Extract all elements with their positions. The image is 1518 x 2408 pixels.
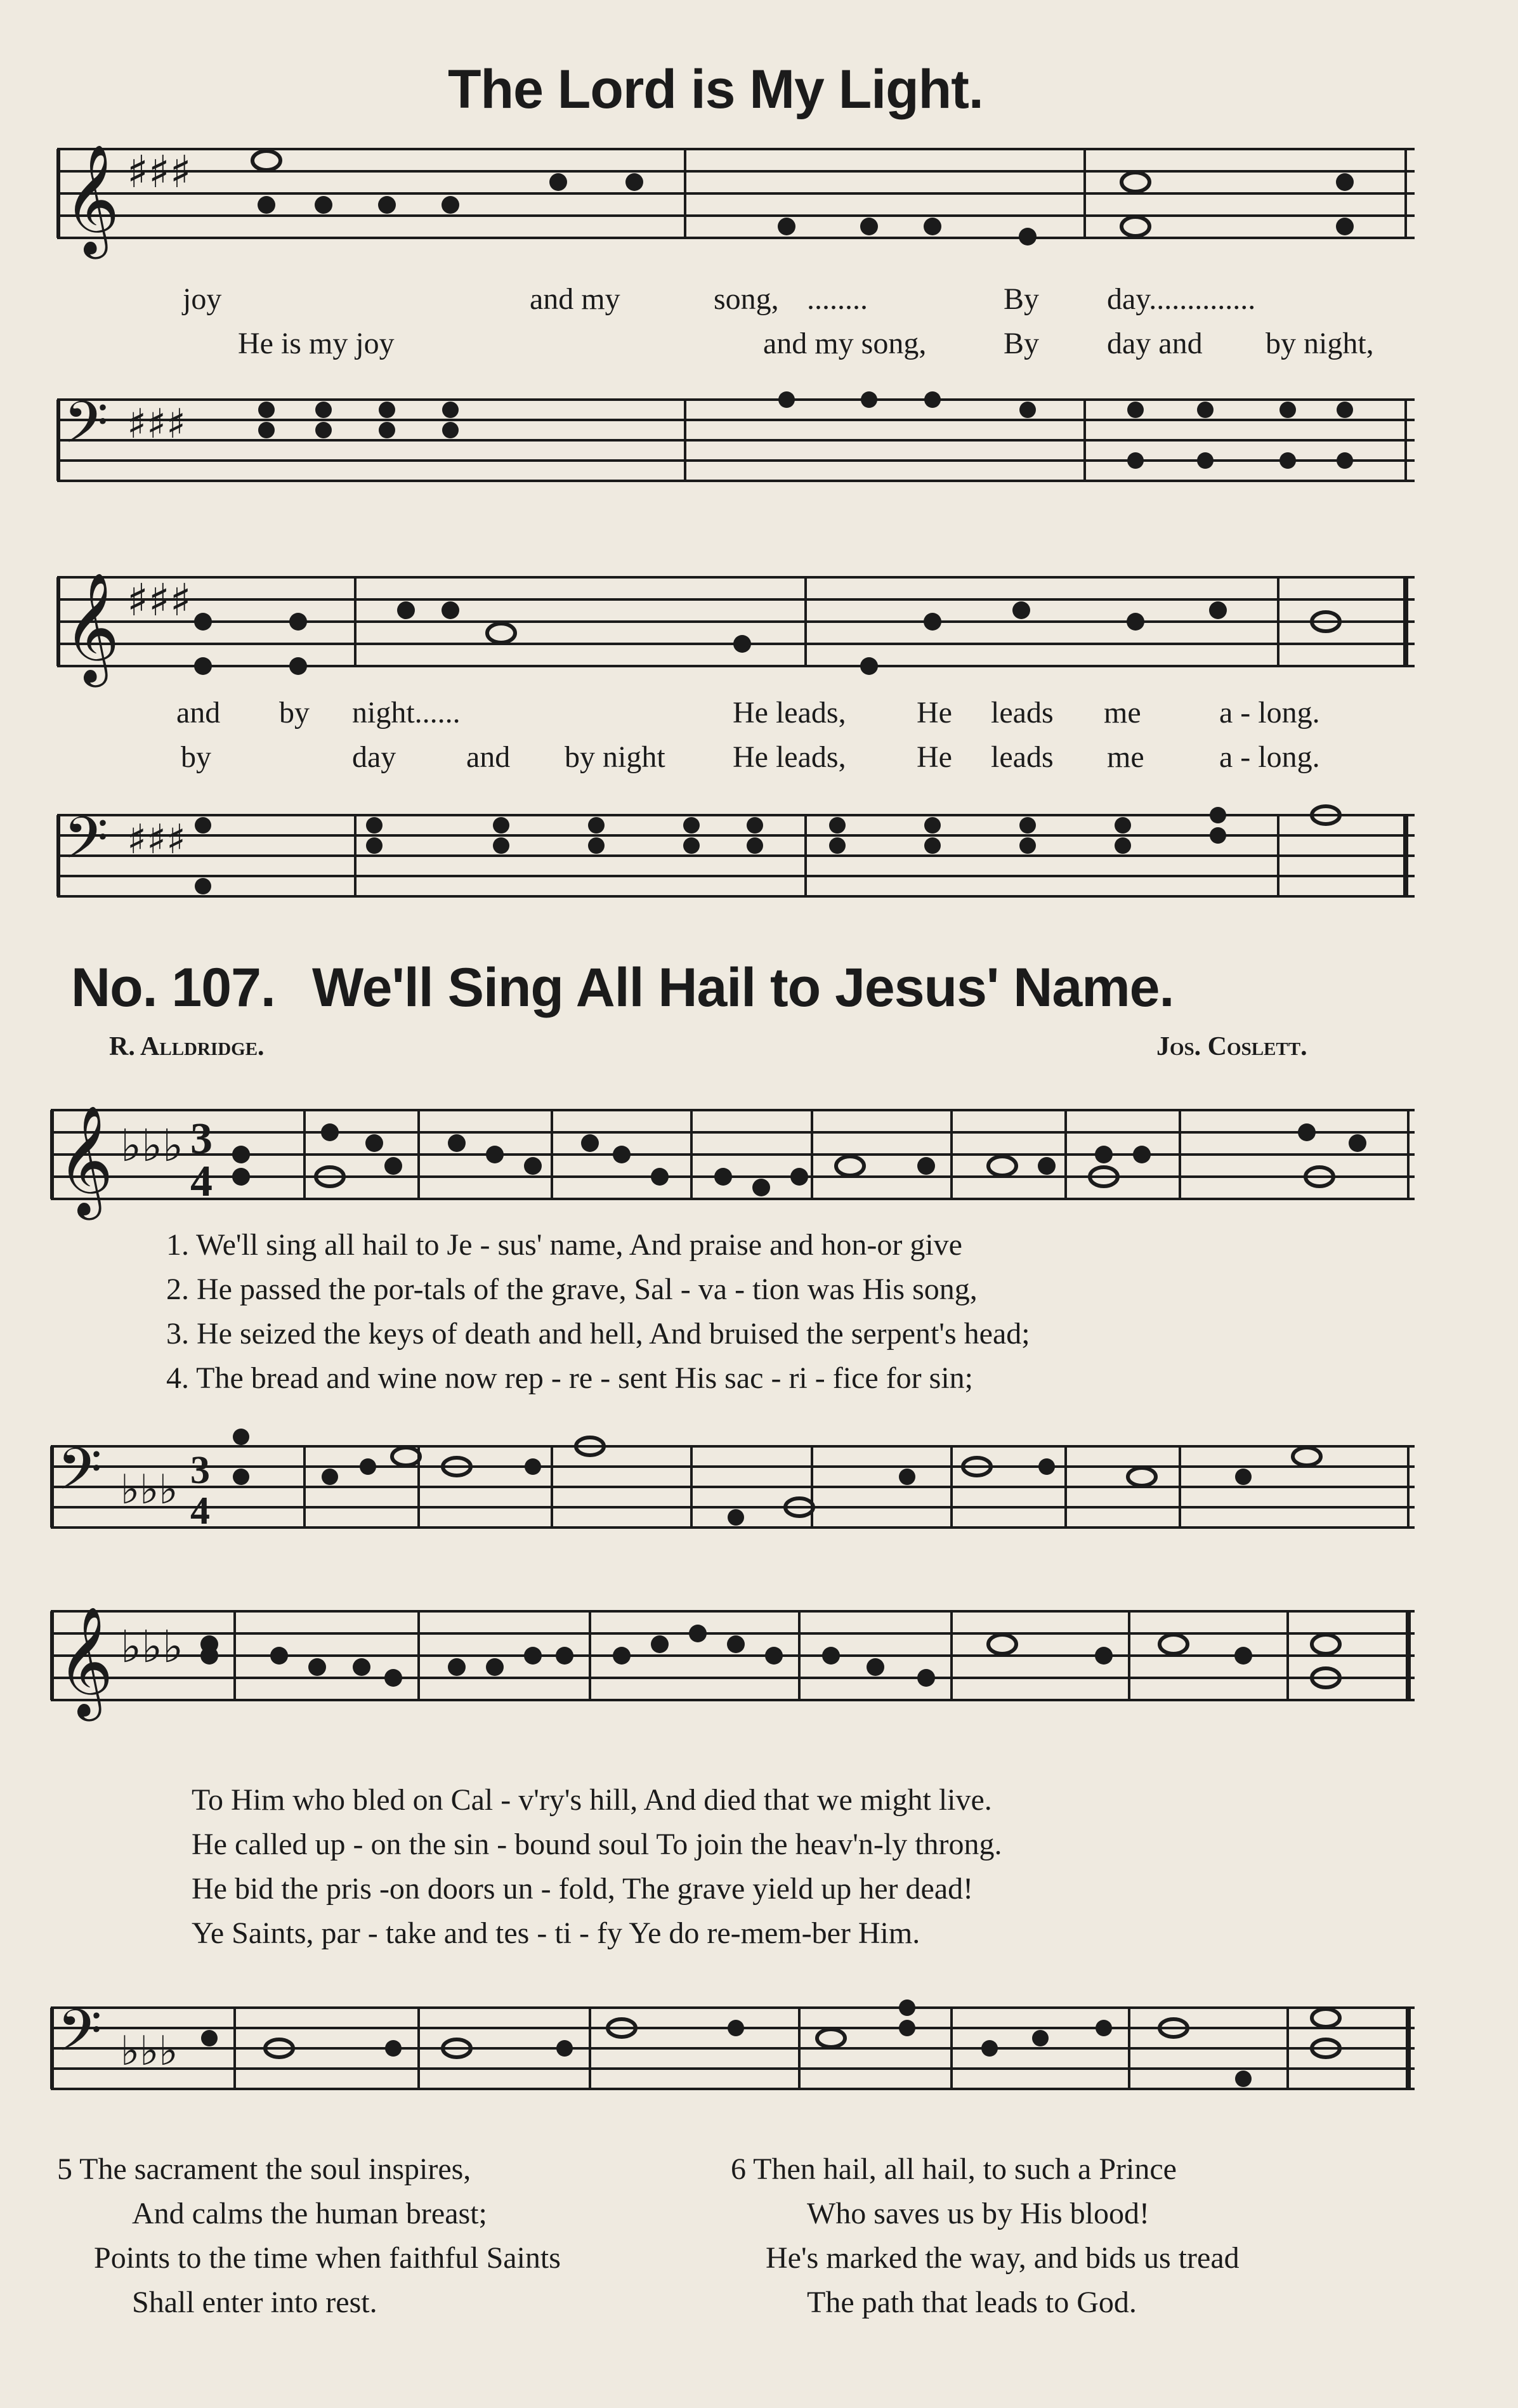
lyric: He leads,	[733, 696, 846, 730]
lyric: day and	[1107, 327, 1203, 360]
verse-line: To Him who bled on Cal - v'ry's hill, And died that we might live.	[192, 1783, 992, 1817]
lyric: by night,	[1266, 327, 1374, 360]
song2-author: R. Alldridge.	[109, 1032, 265, 1061]
svg-text:♭♭♭: ♭♭♭	[121, 1467, 178, 1514]
svg-text:♯♯♯: ♯♯♯	[127, 401, 186, 448]
lyric: He	[917, 696, 952, 730]
svg-text:𝄢: 𝄢	[63, 389, 108, 470]
svg-text:♯♯♯: ♯♯♯	[127, 816, 186, 863]
lyric: by	[181, 740, 211, 774]
svg-text:𝄢: 𝄢	[57, 1436, 102, 1517]
verse-line: Ye Saints, par - take and tes - ti - fy Ye do re-mem-ber Him.	[192, 1916, 920, 1950]
lyric: by night	[565, 740, 665, 774]
svg-text:𝄞: 𝄞	[57, 1606, 114, 1717]
lyric: me	[1107, 740, 1144, 774]
lyric: and	[466, 740, 511, 774]
lyric: By	[1004, 282, 1040, 316]
stanza-line: The sacrament the soul inspires,	[79, 2152, 471, 2186]
song2-system2-treble-staff	[51, 1605, 1415, 1717]
lyric: He leads,	[733, 740, 846, 774]
verse-line: 1. We'll sing all hail to Je - sus' name, And praise and hon-or give	[166, 1228, 962, 1262]
stanza-line: Who saves us by His blood!	[807, 2197, 1149, 2230]
stanza-line: The path that leads to God.	[807, 2286, 1137, 2319]
verse-line: 3. He seized the keys of death and hell, And bruised the serpent's head;	[166, 1317, 1030, 1351]
svg-text:𝄞: 𝄞	[63, 572, 120, 683]
lyric: leads	[991, 740, 1054, 774]
stanza-line: And calms the human breast;	[132, 2197, 487, 2230]
svg-text:𝄢: 𝄢	[57, 1997, 102, 2078]
stanza-line: Shall enter into rest.	[132, 2286, 377, 2319]
lyric: He is my joy	[238, 327, 395, 360]
lyric: He	[917, 740, 952, 774]
song2-verses-row1	[166, 1223, 1030, 1401]
svg-text:♭♭♭: ♭♭♭	[121, 2028, 178, 2075]
verse-line: 4. The bread and wine now rep - re - sent His sac - ri - fice for sin;	[166, 1361, 973, 1395]
lyric: by	[279, 696, 310, 730]
time-signature-top: 3	[190, 1115, 213, 1163]
lyric: ........	[807, 282, 868, 316]
verse-line: He called up - on the sin - bound soul To join the heav'n-ly throng.	[192, 1828, 1002, 1861]
lyric: day	[352, 740, 396, 774]
song1-row2-lyrics-line2	[0, 740, 1518, 778]
svg-text:𝄞: 𝄞	[63, 144, 120, 254]
lyric: and	[176, 696, 221, 730]
song1-row1-lyrics-line1	[0, 282, 1518, 320]
song2-system2-bass-staff	[51, 1997, 1415, 2097]
svg-text:♭♭♭: ♭♭♭	[121, 1621, 184, 1673]
song2-composer: Jos. Coslett.	[1156, 1032, 1307, 1061]
song2-number: No. 107.	[71, 957, 275, 1018]
lyric: day..............	[1107, 282, 1256, 316]
song1-row2-lyrics-line1	[0, 695, 1518, 733]
lyric: and my	[530, 282, 620, 316]
song1-system2-bass-staff	[57, 804, 1415, 904]
song2-verses-row2	[192, 1778, 1002, 1956]
stanza-5	[57, 2147, 561, 2325]
svg-text:𝄞: 𝄞	[57, 1105, 114, 1215]
stanza-6-number: 6	[731, 2152, 746, 2186]
lyric: and my song,	[763, 327, 927, 360]
stanza-line: He's marked the way, and bids us tread	[766, 2241, 1240, 2275]
svg-text:♭♭♭: ♭♭♭	[121, 1120, 184, 1172]
lyric: night......	[352, 696, 461, 730]
verse-line: He bid the pris -on doors un - fold, The grave yield up her dead!	[192, 1872, 974, 1906]
stanza-6	[731, 2147, 1240, 2325]
song1-system1-bass-staff	[57, 389, 1415, 488]
lyric: By	[1004, 327, 1040, 360]
song1-row1-lyrics-line2	[0, 326, 1518, 364]
lyric: me	[1104, 696, 1141, 730]
stanza-5-number: 5	[57, 2152, 72, 2186]
svg-text:𝄢: 𝄢	[63, 804, 108, 886]
time-signature-bottom: 4	[190, 1489, 210, 1533]
time-signature-top: 3	[190, 1449, 210, 1492]
stanza-line: Then hail, all hail, to such a Prince	[753, 2152, 1177, 2186]
song1-system2-treble-staff	[57, 571, 1415, 683]
song2-system1-treble-staff	[51, 1104, 1415, 1215]
song1-system1-treble-staff	[57, 143, 1415, 254]
time-signature-bottom: 4	[190, 1157, 213, 1206]
svg-text:♯♯♯: ♯♯♯	[127, 574, 192, 626]
lyric: joy	[183, 282, 222, 316]
verse-line: 2. He passed the por-tals of the grave, Sal - va - tion was His song,	[166, 1273, 978, 1306]
stanza-line: Points to the time when faithful Saints	[94, 2241, 561, 2275]
lyric: song,	[714, 282, 779, 316]
svg-text:♯♯♯: ♯♯♯	[127, 146, 192, 198]
song2-system1-bass-staff	[51, 1436, 1415, 1535]
lyric: a - long.	[1219, 740, 1320, 774]
lyric: leads	[991, 696, 1054, 730]
lyric: a - long.	[1219, 696, 1320, 730]
song1-title: The Lord is My Light.	[448, 59, 983, 120]
song2-title: We'll Sing All Hail to Jesus' Name.	[312, 957, 1174, 1018]
